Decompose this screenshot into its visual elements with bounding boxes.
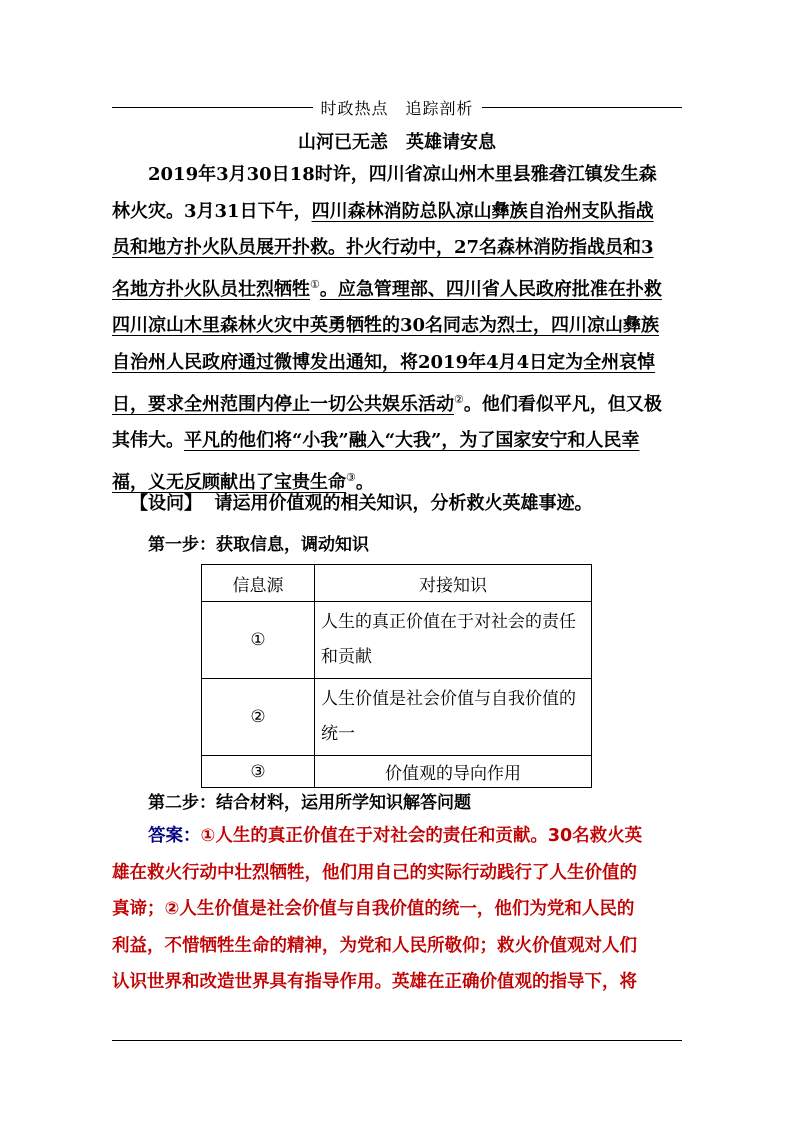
ref-marker: ① — [310, 277, 320, 291]
table-row — [202, 756, 592, 788]
info-table — [201, 564, 592, 788]
material-line: 四川凉山木里森林火灾中英勇牺牲的30名同志为烈士，四川凉山彝族 — [112, 315, 660, 337]
step-two: 第二步：结合材料，运用所学知识解答问题 — [148, 793, 471, 813]
table-cell-knowledge: 人生价值是社会价值与自我价值的统一 — [315, 679, 592, 756]
answer-line: 真谛；②人生价值是社会价值与自我价值的统一，他们为党和人民的 — [112, 899, 635, 920]
bottom-rule — [112, 1040, 682, 1041]
ref-marker: ③ — [346, 470, 356, 484]
table-cell-knowledge: 价值观的导向作用 — [315, 756, 592, 788]
answer-line: 答案：①人生的真正价值在于对社会的责任和贡献。30名救火英 — [148, 826, 643, 846]
table-row — [202, 679, 592, 756]
answer-line: 利益，不惜牺牲生命的精神，为党和人民所敬仰；救火价值观对人们 — [112, 935, 637, 956]
material-line: 林火灾。3月31日下午，四川森林消防总队凉山彝族自治州支队指战 — [112, 200, 654, 222]
header-rule-right — [482, 107, 683, 108]
table-cell-knowledge: 人生的真正价值在于对社会的责任和贡献 — [315, 602, 592, 679]
material-line: 员和地方扑火队员展开扑救。扑火行动中，27名森林消防指战员和3 — [112, 237, 654, 259]
material-line: 日，要求全州范围内停止一切公共娱乐活动②。他们看似平凡，但又极 — [112, 392, 662, 415]
article-title — [112, 128, 682, 154]
answer-line: 雄在救火行动中壮烈牺牲，他们用自己的实际行动践行了人生价值的 — [112, 862, 637, 883]
title-left: 山河已无恙 — [298, 132, 388, 153]
answer-paragraph — [112, 818, 682, 1001]
table-cell-source: ① — [202, 602, 315, 679]
material-line: 福，义无反顾献出了宝贵生命③。 — [112, 470, 374, 493]
table-cell-source: ② — [202, 679, 315, 756]
answer-line: 认识世界和改造世界具有指导作用。英雄在正确价值观的指导下，将 — [112, 972, 637, 993]
question-text: 请运用价值观的相关知识，分析救火英雄事迹。 — [214, 493, 593, 514]
table-header: 信息源 — [202, 565, 315, 602]
material-line: 自治州人民政府通过微博发出通知，将2019年4月4日定为全州哀悼 — [112, 351, 656, 373]
header-rule-left — [112, 107, 313, 108]
question — [130, 489, 593, 515]
answer-label: 答案： — [148, 826, 201, 846]
table-header-row — [202, 565, 592, 602]
section-header-text: 时政热点 追踪剖析 — [320, 98, 474, 118]
material-paragraph — [112, 157, 682, 501]
table-row — [202, 602, 592, 679]
ref-marker: ② — [454, 392, 464, 406]
question-tag: 【设问】 — [130, 493, 202, 514]
table-header: 对接知识 — [315, 565, 592, 602]
title-right: 英雄请安息 — [406, 132, 496, 153]
material-line: 其伟大。平凡的他们将“小我”融入“大我”，为了国家安宁和人民幸 — [112, 430, 640, 452]
section-header — [112, 95, 682, 119]
material-line: 2019年3月30日18时许，四川省凉山州木里县雅砻江镇发生森 — [148, 164, 657, 185]
material-line: 名地方扑火队员壮烈牺牲①。应急管理部、四川省人民政府批准在扑救 — [112, 277, 662, 300]
step-one: 第一步：获取信息，调动知识 — [148, 535, 369, 555]
table-cell-source: ③ — [202, 756, 315, 788]
